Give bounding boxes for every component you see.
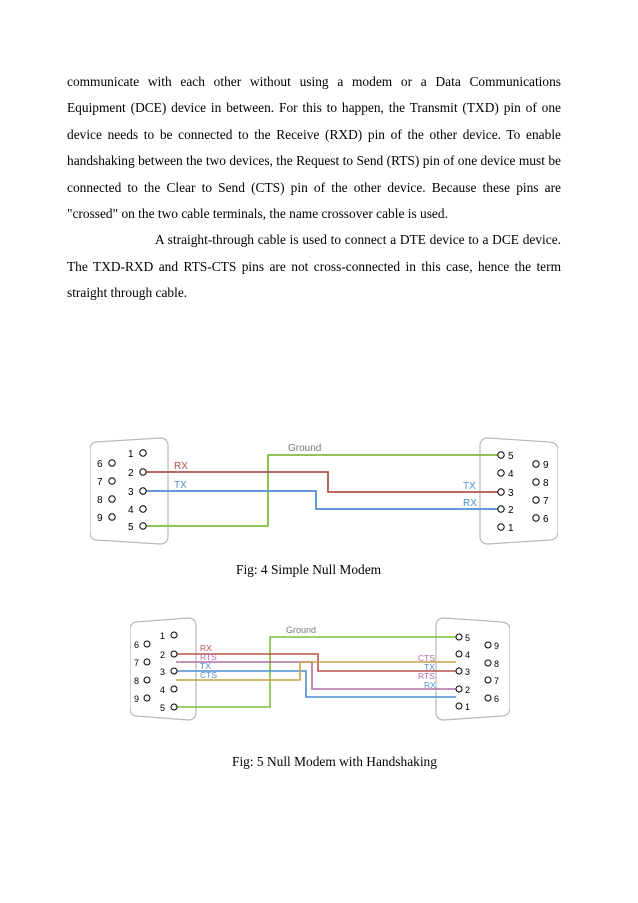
pin-label: 9 (134, 694, 140, 704)
pin-label: 4 (160, 685, 166, 695)
pin-label: 7 (134, 658, 140, 668)
pin-circle (144, 641, 150, 647)
pin-label: 3 (160, 667, 166, 677)
pin-circle (456, 634, 462, 640)
label-cts-left: CTS (200, 670, 217, 680)
pin-circle (109, 496, 115, 502)
pin-circle (140, 523, 146, 529)
pin-circle (485, 660, 491, 666)
right-connector-shell (436, 618, 510, 720)
pin-label: 4 (465, 650, 471, 660)
pin-label: 4 (508, 469, 514, 480)
pin-label: 2 (160, 650, 166, 660)
label-tx-right: TX (463, 481, 476, 492)
label-rx-left: RX (200, 643, 212, 653)
label-rx-right: RX (463, 498, 477, 509)
label-cts-right: CTS (418, 653, 435, 663)
pin-circle (533, 461, 539, 467)
figure-5-caption: Fig: 5 Null Modem with Handshaking (232, 754, 437, 769)
label-rx-right: RX (424, 680, 436, 690)
pin-label: 9 (494, 641, 500, 651)
pin-circle (140, 469, 146, 475)
pin-label: 2 (465, 685, 471, 695)
paragraph-1: communicate with each other without using a modem or a Data Communications Equipment (DCE) device in between. For this to happen, the Transmit (TXD) pin of one device needs to be connected to the Receive (RXD) pin of the other device. To enable handshaking between the two devices, the Request to Send (RTS) pin of one device must be connected to the Clear to Send (CTS) pin of the other device. Because these pins are "crossed" on the two cable terminals, the name crossover cable is used. (67, 74, 561, 222)
pin-label: 7 (543, 496, 549, 507)
tx-wire (176, 671, 456, 697)
pin-label: 9 (97, 513, 103, 524)
diagram-null-modem-handshaking (130, 616, 510, 726)
figure-4-caption: Fig: 4 Simple Null Modem (236, 562, 382, 577)
pin-label: 6 (134, 640, 140, 650)
pin-circle (109, 460, 115, 466)
pin-circle (485, 677, 491, 683)
pin-label: 5 (465, 633, 471, 643)
right-connector-shell (480, 438, 558, 544)
pin-label: 1 (160, 631, 166, 641)
pin-label: 7 (494, 676, 500, 686)
pin-label: 5 (508, 451, 514, 462)
pin-circle (498, 506, 504, 512)
label-rts-left: RTS (200, 652, 217, 662)
label-tx-right: TX (424, 662, 435, 672)
pin-circle (109, 478, 115, 484)
pin-circle (498, 489, 504, 495)
pin-label: 9 (543, 460, 549, 471)
pin-label: 4 (128, 505, 134, 516)
pin-circle (171, 668, 177, 674)
pin-circle (171, 704, 177, 710)
pin-label: 1 (508, 523, 514, 534)
pin-label: 6 (543, 514, 549, 525)
pin-label: 3 (465, 667, 471, 677)
pin-label: 3 (508, 488, 514, 499)
pin-label: 1 (465, 702, 471, 712)
pin-circle (456, 686, 462, 692)
label-tx-left: TX (174, 480, 187, 491)
diagram-simple-null-modem (90, 432, 558, 550)
pin-label: 3 (128, 487, 134, 498)
pin-label: 6 (97, 459, 103, 470)
pin-circle (144, 695, 150, 701)
pin-circle (533, 479, 539, 485)
pin-circle (171, 632, 177, 638)
rts-wire (176, 662, 456, 689)
label-rx-left: RX (174, 461, 188, 472)
pin-circle (140, 506, 146, 512)
pin-circle (498, 470, 504, 476)
pin-circle (498, 452, 504, 458)
pin-label: 5 (128, 522, 134, 533)
pin-label: 2 (128, 468, 134, 479)
rx-wire (146, 472, 498, 492)
pin-circle (456, 668, 462, 674)
figure-simple-null-modem (90, 432, 558, 550)
pin-label: 7 (97, 477, 103, 488)
body-text (67, 69, 561, 307)
label-ground: Ground (288, 443, 322, 454)
pin-circle (533, 497, 539, 503)
pin-label: 8 (134, 676, 140, 686)
pin-circle (109, 514, 115, 520)
pin-label: 5 (160, 703, 166, 713)
tx-wire (146, 491, 498, 509)
label-tx-left: TX (200, 661, 211, 671)
pin-label: 6 (494, 694, 500, 704)
label-rts-right: RTS (418, 671, 435, 681)
pin-circle (533, 515, 539, 521)
pin-circle (140, 450, 146, 456)
pin-circle (456, 703, 462, 709)
pin-circle (498, 524, 504, 530)
pin-circle (171, 651, 177, 657)
figure-null-modem-handshaking (130, 616, 510, 726)
pin-circle (485, 642, 491, 648)
pin-label: 2 (508, 505, 514, 516)
pin-circle (144, 659, 150, 665)
pin-label: 8 (543, 478, 549, 489)
pin-circle (171, 686, 177, 692)
pin-circle (140, 488, 146, 494)
pin-circle (485, 695, 491, 701)
pin-circle (144, 677, 150, 683)
label-ground: Ground (286, 625, 317, 635)
pin-label: 8 (494, 659, 500, 669)
paragraph-2: A straight-through cable is used to connect a DTE device to a DCE device. The TXD-RXD and RTS-CTS pins are not cross-connected in this case, hence the term straight through cable. (67, 232, 561, 301)
pin-label: 8 (97, 495, 103, 506)
pin-circle (456, 651, 462, 657)
pin-label: 1 (128, 449, 134, 460)
